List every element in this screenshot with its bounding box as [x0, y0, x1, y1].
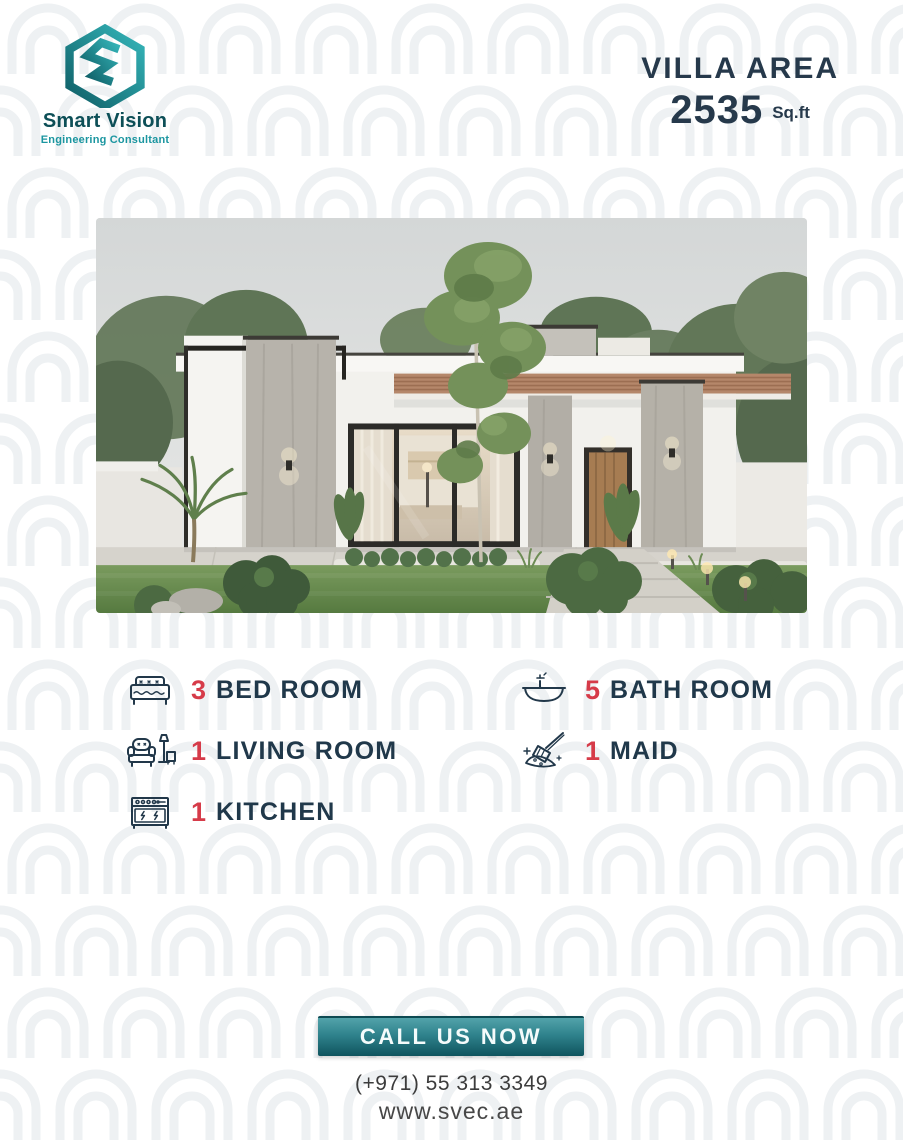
villa-area-value: 2535	[670, 88, 764, 132]
bathtub-icon	[516, 667, 572, 713]
brand-tagline: Engineering Consultant	[40, 134, 170, 146]
features-column-right	[516, 666, 773, 788]
feature-label: BED ROOM	[216, 675, 364, 704]
hexagon-s-logo-icon	[57, 24, 153, 108]
website-url: www.svec.ae	[378, 1098, 525, 1124]
stove-icon	[122, 789, 178, 835]
villa-area-unit: Sq.ft	[772, 102, 810, 122]
villa-area-label: VILLA AREA	[641, 52, 839, 85]
feature-living-room	[122, 727, 397, 775]
brand-logo	[38, 24, 172, 146]
feature-maid	[516, 727, 773, 775]
feature-kitchen	[122, 788, 397, 836]
cleaning-icon	[516, 728, 572, 774]
phone-number: (+971) 55 313 3349	[355, 1072, 548, 1095]
feature-label: LIVING ROOM	[216, 736, 398, 765]
feature-count: 1	[191, 735, 207, 766]
feature-count: 1	[585, 735, 601, 766]
brand-name: Smart Vision	[42, 110, 168, 132]
call-us-now-button[interactable]	[318, 1016, 584, 1056]
villa-area-block	[641, 52, 839, 133]
call-us-now-label: CALL US NOW	[359, 1024, 543, 1049]
feature-label: MAID	[610, 736, 679, 765]
bed-icon	[122, 667, 178, 713]
feature-bedroom	[122, 666, 397, 714]
feature-label: KITCHEN	[216, 797, 336, 826]
feature-count: 1	[191, 796, 207, 827]
feature-count: 5	[585, 674, 601, 705]
features-column-left	[122, 666, 397, 849]
feature-label: BATH ROOM	[610, 675, 774, 704]
villa-photo	[96, 218, 807, 613]
feature-bathroom	[516, 666, 773, 714]
feature-count: 3	[191, 674, 207, 705]
sofa-icon	[122, 728, 178, 774]
